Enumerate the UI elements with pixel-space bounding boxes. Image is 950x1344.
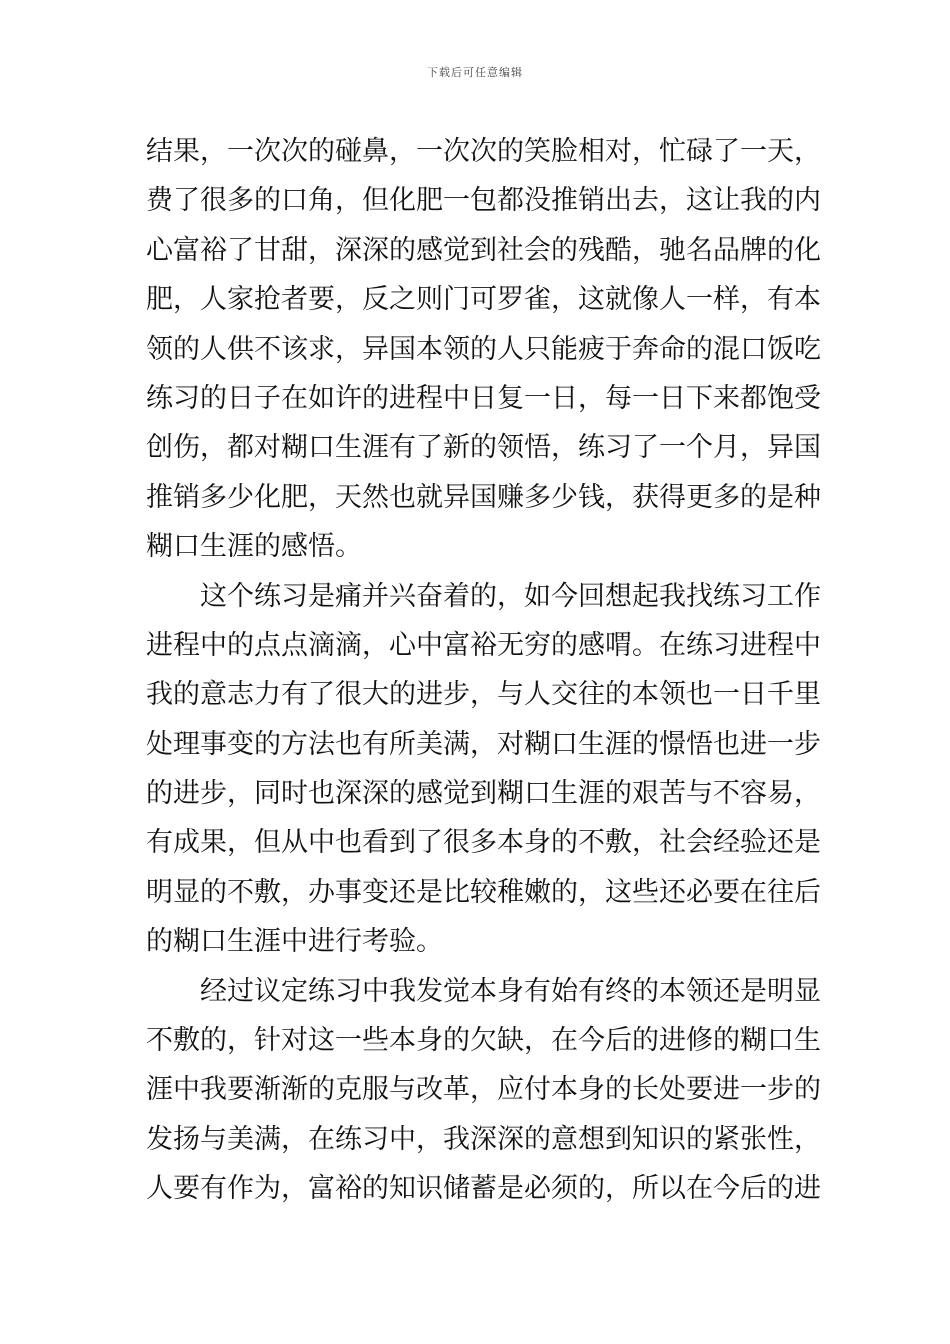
text-line: 人要有作为，富裕的知识储蓄是必须的，所以在今后的进 bbox=[146, 1173, 821, 1205]
text-line: 我的意志力有了很大的进步，与人交往的本领也一日千里 bbox=[146, 679, 821, 711]
text-line: 不敷的，针对这一些本身的欠缺，在今后的进修的糊口生 bbox=[146, 1025, 821, 1057]
text-line: 的进步，同时也深深的感觉到糊口生涯的艰苦与不容易， bbox=[146, 778, 821, 810]
text-line: 结果，一次次的碰鼻，一次次的笑脸相对，忙碌了一天， bbox=[146, 136, 821, 167]
page-header: 下载后可任意编辑 bbox=[427, 66, 523, 79]
text-line: 糊口生涯的感悟。 bbox=[146, 531, 362, 563]
text-line: 有成果，但从中也看到了很多本身的不敷，社会经验还是 bbox=[146, 827, 821, 859]
text-line: 发扬与美满，在练习中，我深深的意想到知识的紧张性， bbox=[146, 1123, 821, 1155]
paragraph-first-line: 经过议定练习中我发觉本身有始有终的本领还是明显 bbox=[200, 975, 821, 1007]
text-line: 进程中的点点滴滴，心中富裕无穷的感喟。在练习进程中 bbox=[146, 629, 821, 661]
text-line: 明显的不敷，办事变还是比较稚嫩的，这些还必要在往后 bbox=[146, 876, 821, 908]
text-line: 肥，人家抢者要，反之则门可罗雀，这就像人一样，有本 bbox=[146, 284, 821, 316]
text-line: 领的人供不该求，异国本领的人只能疲于奔命的混口饭吃 bbox=[146, 333, 821, 365]
text-line: 涯中我要渐渐的克服与改革，应付本身的长处要进一步的 bbox=[146, 1074, 821, 1106]
text-line: 练习的日子在如许的进程中日复一日，每一日下来都饱受 bbox=[146, 382, 821, 414]
text-line: 的糊口生涯中进行考验。 bbox=[146, 926, 443, 958]
text-line: 处理事变的方法也有所美满，对糊口生涯的憬悟也进一步 bbox=[146, 728, 821, 760]
text-line: 创伤，都对糊口生涯有了新的领悟，练习了一个月，异国 bbox=[146, 432, 821, 464]
text-line: 费了很多的口角，但化肥一包都没推销出去，这让我的内 bbox=[146, 185, 821, 217]
text-line: 推销多少化肥，天然也就异国赚多少钱，获得更多的是种 bbox=[146, 481, 821, 513]
body-text bbox=[146, 127, 821, 1214]
text-line: 心富裕了甘甜，深深的感觉到社会的残酷，驰名品牌的化 bbox=[146, 234, 821, 266]
paragraph-first-line: 这个练习是痛并兴奋着的，如今回想起我找练习工作 bbox=[200, 580, 821, 612]
